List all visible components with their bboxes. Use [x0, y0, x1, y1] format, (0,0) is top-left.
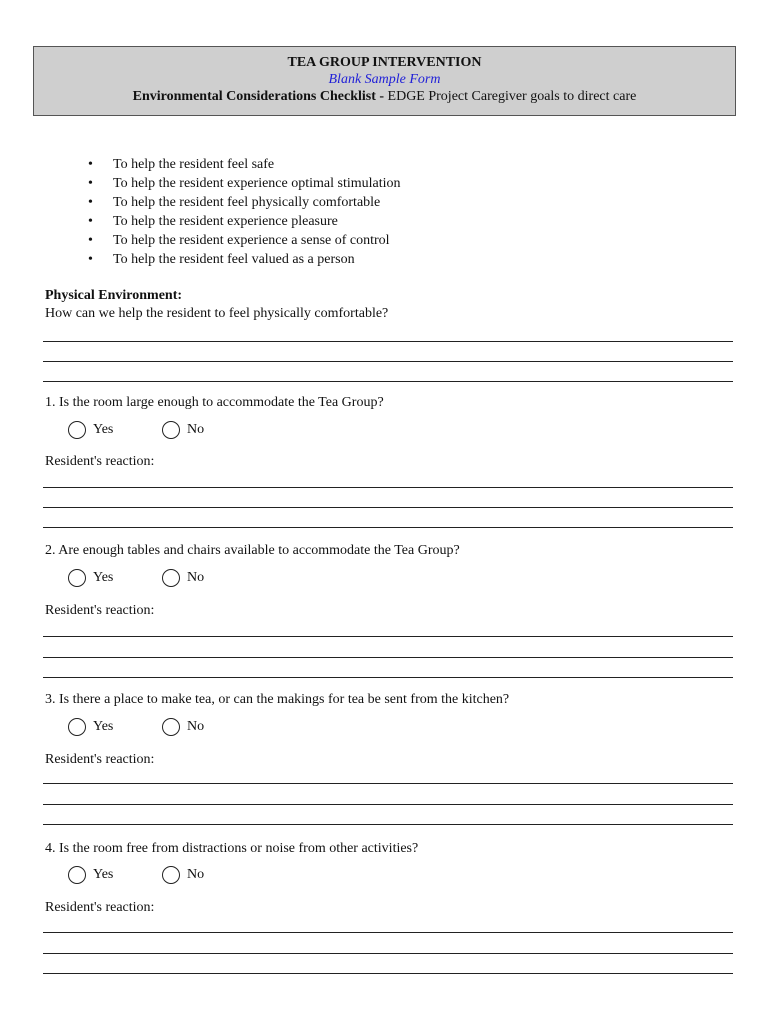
form-header [33, 46, 736, 116]
radio-circle-icon[interactable] [162, 718, 180, 736]
reaction-label: Resident's reaction: [45, 603, 155, 618]
radio-circle-icon[interactable] [68, 718, 86, 736]
q2-no-option[interactable]: No [162, 569, 204, 587]
list-item: • To help the resident feel physically comfortable [88, 195, 381, 210]
bullet-icon: • [88, 252, 93, 267]
reaction-label: Resident's reaction: [45, 752, 155, 767]
answer-line[interactable] [43, 953, 733, 954]
reaction-label: Resident's reaction: [45, 900, 155, 915]
answer-line[interactable] [43, 381, 733, 382]
checklist-subtitle: EDGE Project Caregiver goals to direct care [387, 89, 637, 104]
q1-no-option[interactable]: No [162, 421, 204, 439]
form-subtitle: Blank Sample Form [328, 72, 441, 87]
question-4: 4. Is the room free from distractions or noise from other activities? [45, 841, 419, 856]
answer-line[interactable] [43, 341, 733, 342]
list-item: • To help the resident experience pleasure [88, 214, 338, 229]
radio-circle-icon[interactable] [68, 421, 86, 439]
bullet-icon: • [88, 214, 93, 229]
question-1: 1. Is the room large enough to accommodate the Tea Group? [45, 395, 384, 410]
radio-circle-icon[interactable] [68, 569, 86, 587]
list-item: • To help the resident experience a sense of control [88, 233, 390, 248]
q2-yes-option[interactable]: Yes [68, 569, 113, 587]
answer-line[interactable] [43, 783, 733, 784]
q3-yes-option[interactable]: Yes [68, 718, 113, 736]
radio-circle-icon[interactable] [162, 866, 180, 884]
radio-circle-icon[interactable] [162, 569, 180, 587]
radio-circle-icon[interactable] [68, 866, 86, 884]
question-2: 2. Are enough tables and chairs available to accommodate the Tea Group? [45, 543, 460, 558]
bullet-icon: • [88, 176, 93, 191]
answer-line[interactable] [43, 677, 733, 678]
physical-comfort-question: How can we help the resident to feel physically comfortable? [45, 306, 389, 321]
answer-line[interactable] [43, 824, 733, 825]
answer-line[interactable] [43, 932, 733, 933]
bullet-icon: • [88, 157, 93, 172]
bullet-icon: • [88, 233, 93, 248]
answer-line[interactable] [43, 657, 733, 658]
q1-yes-option[interactable]: Yes [68, 421, 113, 439]
q4-no-option[interactable]: No [162, 866, 204, 884]
goals-list [88, 155, 401, 269]
form-description [34, 88, 735, 105]
answer-line[interactable] [43, 804, 733, 805]
answer-line[interactable] [43, 507, 733, 508]
list-item: • To help the resident feel valued as a person [88, 252, 355, 267]
checklist-title: Environmental Considerations Checklist - [132, 89, 388, 104]
answer-line[interactable] [43, 361, 733, 362]
physical-environment-heading: Physical Environment: [45, 288, 183, 303]
bullet-icon: • [88, 195, 93, 210]
question-3: 3. Is there a place to make tea, or can the makings for tea be sent from the kitchen? [45, 692, 510, 707]
q4-yes-option[interactable]: Yes [68, 866, 113, 884]
answer-line[interactable] [43, 973, 733, 974]
q3-no-option[interactable]: No [162, 718, 204, 736]
answer-line[interactable] [43, 636, 733, 637]
reaction-label: Resident's reaction: [45, 454, 155, 469]
list-item: • To help the resident feel safe [88, 157, 275, 172]
answer-line[interactable] [43, 527, 733, 528]
answer-line[interactable] [43, 487, 733, 488]
list-item: • To help the resident experience optimal stimulation [88, 176, 401, 191]
radio-circle-icon[interactable] [162, 421, 180, 439]
form-title: TEA GROUP INTERVENTION [287, 55, 482, 70]
